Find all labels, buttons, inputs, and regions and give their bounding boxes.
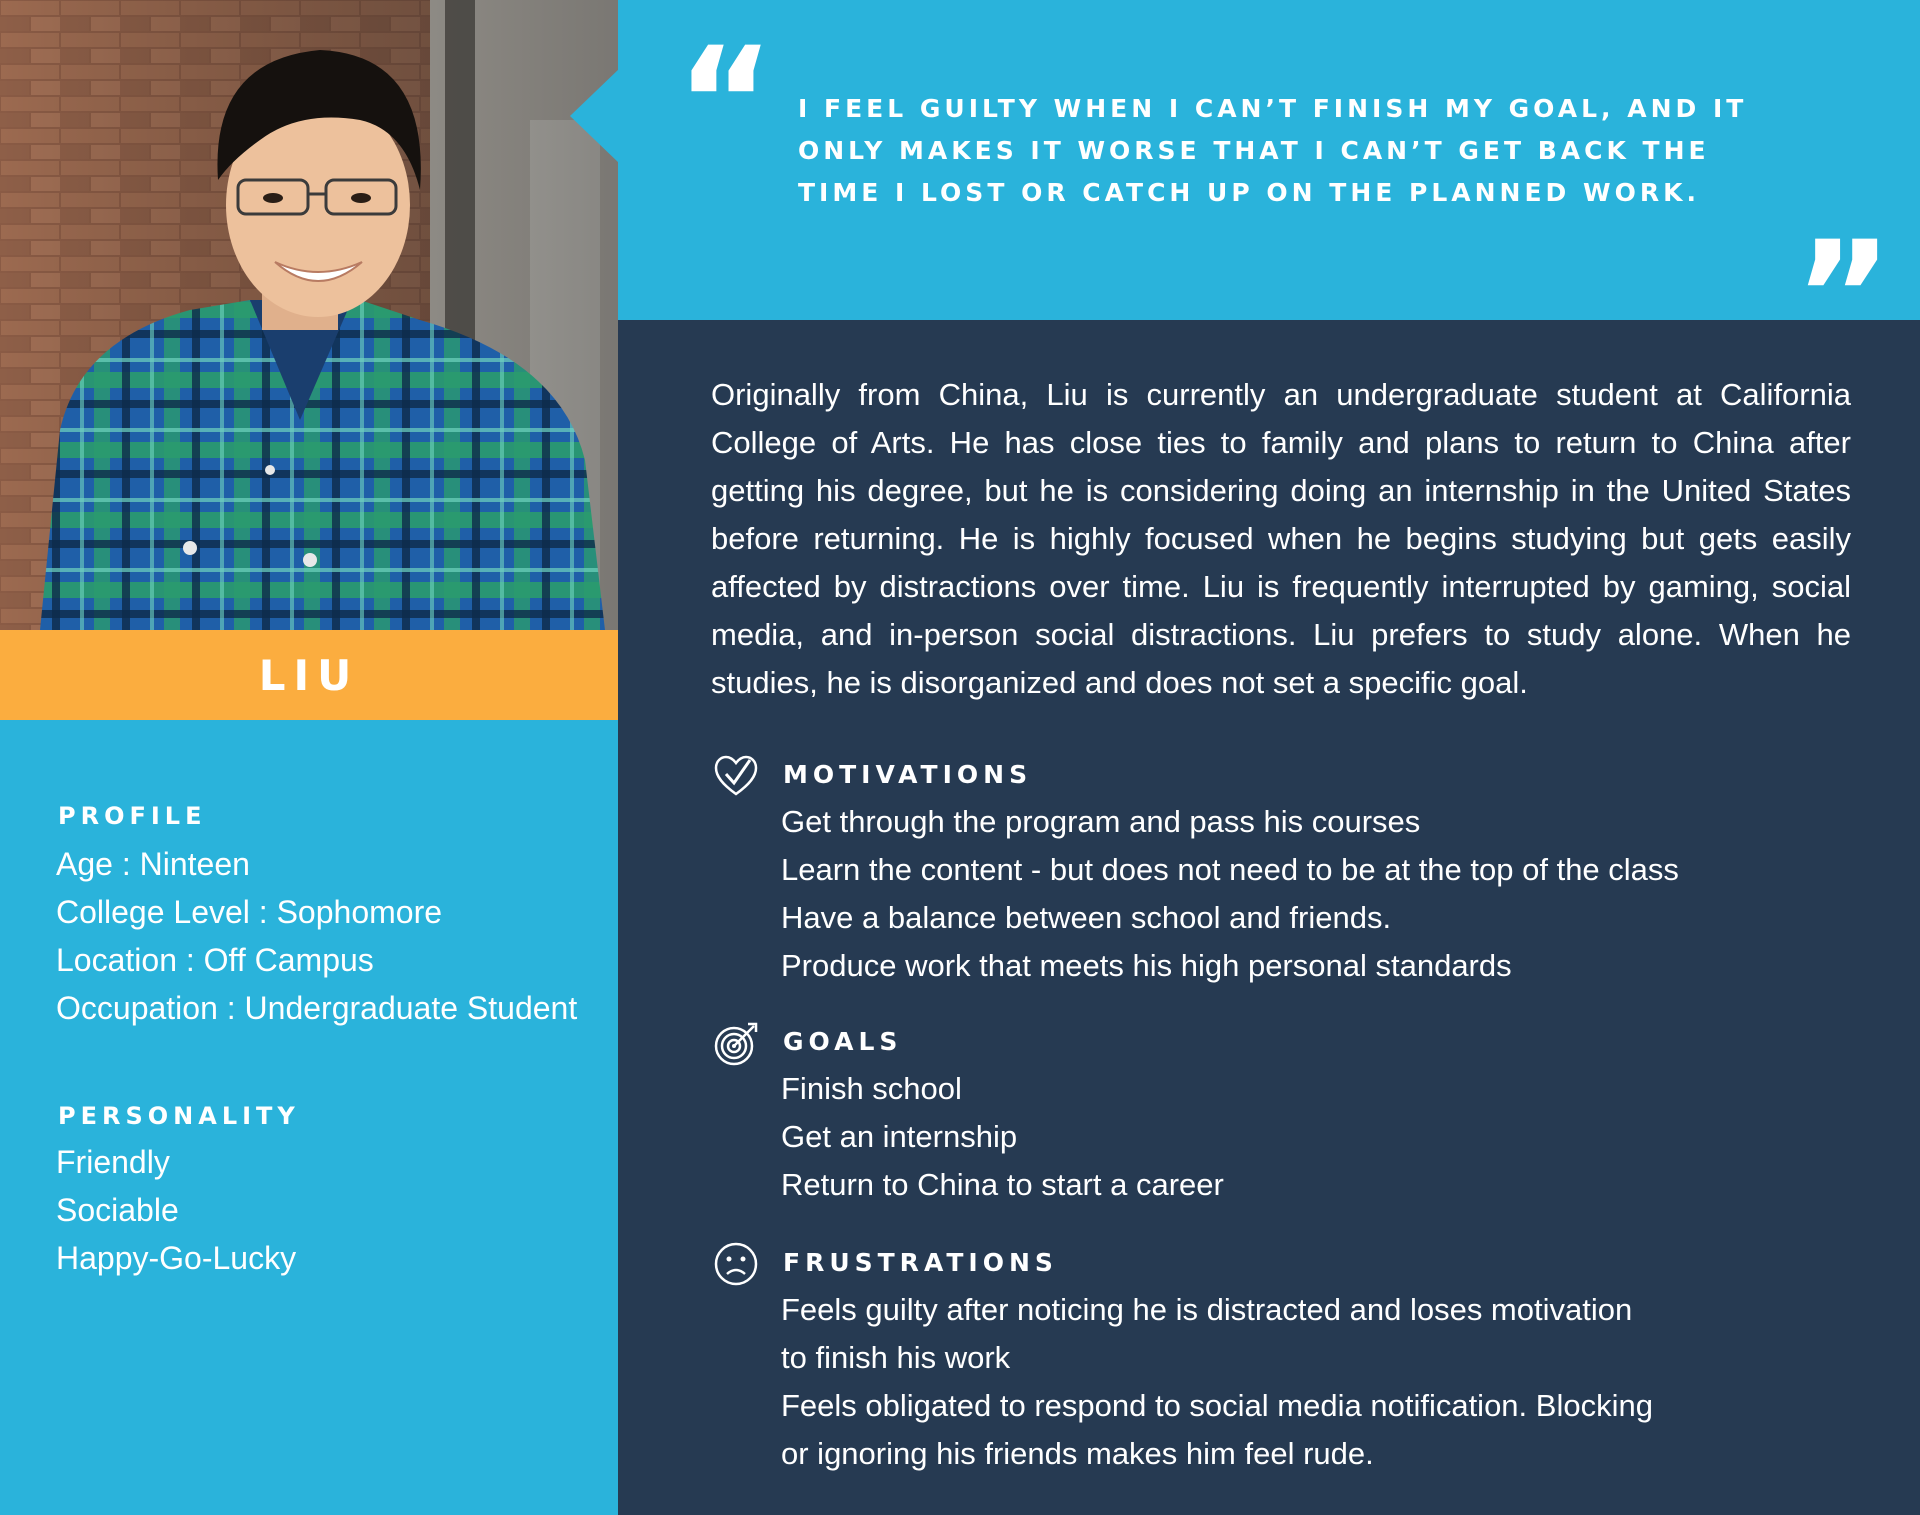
sad-face-icon (712, 1240, 760, 1288)
personality-list (56, 1138, 296, 1282)
persona-name-bar (0, 630, 618, 720)
profile-title: PROFILE (58, 802, 207, 830)
frustrations-list (781, 1286, 1891, 1478)
list-item: to finish his work (781, 1340, 1011, 1375)
goals-title: GOALS (783, 1027, 903, 1056)
persona-bio: Originally from China, Liu is currently an undergraduate student at California College of Arts. He has close ties to family and plans to return to China after getting his degree, but he is considering doing an internship in the United States before returning. He is highly focused when he begins studying but gets easily affected by distractions over time. Liu is frequently interrupted by gaming, social media, and in-person social distractions. Liu prefers to study alone. When he studies, he is disorganized and does not set a specific goal. (711, 377, 1851, 700)
list-item: Produce work that meets his high personal standards (781, 948, 1512, 983)
heart-check-icon (712, 752, 760, 800)
personality-trait: Sociable (56, 1192, 179, 1228)
persona-name: LIU (258, 650, 360, 700)
list-item: Return to China to start a career (781, 1167, 1224, 1202)
motivations-list (781, 798, 1891, 990)
profile-list (56, 840, 577, 1032)
list-item: Finish school (781, 1071, 962, 1106)
target-icon (712, 1020, 760, 1068)
list-item: Learn the content - but does not need to be at the top of the class (781, 852, 1679, 887)
quote-pointer (570, 68, 620, 164)
open-quote-mark: “ (676, 16, 775, 190)
goals-list (781, 1065, 1891, 1209)
list-item: Get an internship (781, 1119, 1018, 1154)
frustrations-title: FRUSTRATIONS (783, 1248, 1058, 1277)
list-item: Get through the program and pass his courses (781, 804, 1421, 839)
profile-occupation: Occupation : Undergraduate Student (56, 990, 578, 1026)
personality-trait: Happy-Go-Lucky (56, 1240, 297, 1276)
persona-photo (0, 0, 618, 630)
profile-age: Age : Ninteen (56, 846, 250, 882)
personality-title: PERSONALITY (58, 1102, 300, 1130)
list-item: Feels obligated to respond to social media notification. Blocking (781, 1388, 1653, 1423)
left-panel (0, 0, 618, 1515)
list-item: or ignoring his friends makes him feel rude. (781, 1436, 1374, 1471)
motivations-title: MOTIVATIONS (783, 760, 1033, 789)
persona-quote: I FEEL GUILTY WHEN I CAN’T FINISH MY GOAL, AND IT ONLY MAKES IT WORSE THAT I CAN’T GET BACK THE TIME I LOST OR CATCH UP ON THE PLANNED WORK. (798, 94, 1748, 207)
list-item: Feels guilty after noticing he is distracted and loses motivation (781, 1292, 1633, 1327)
personality-trait: Friendly (56, 1144, 170, 1180)
close-quote-mark: ” (1794, 210, 1893, 384)
profile-college-level: College Level : Sophomore (56, 894, 443, 930)
list-item: Have a balance between school and friends. (781, 900, 1392, 935)
profile-location: Location : Off Campus (56, 942, 374, 978)
